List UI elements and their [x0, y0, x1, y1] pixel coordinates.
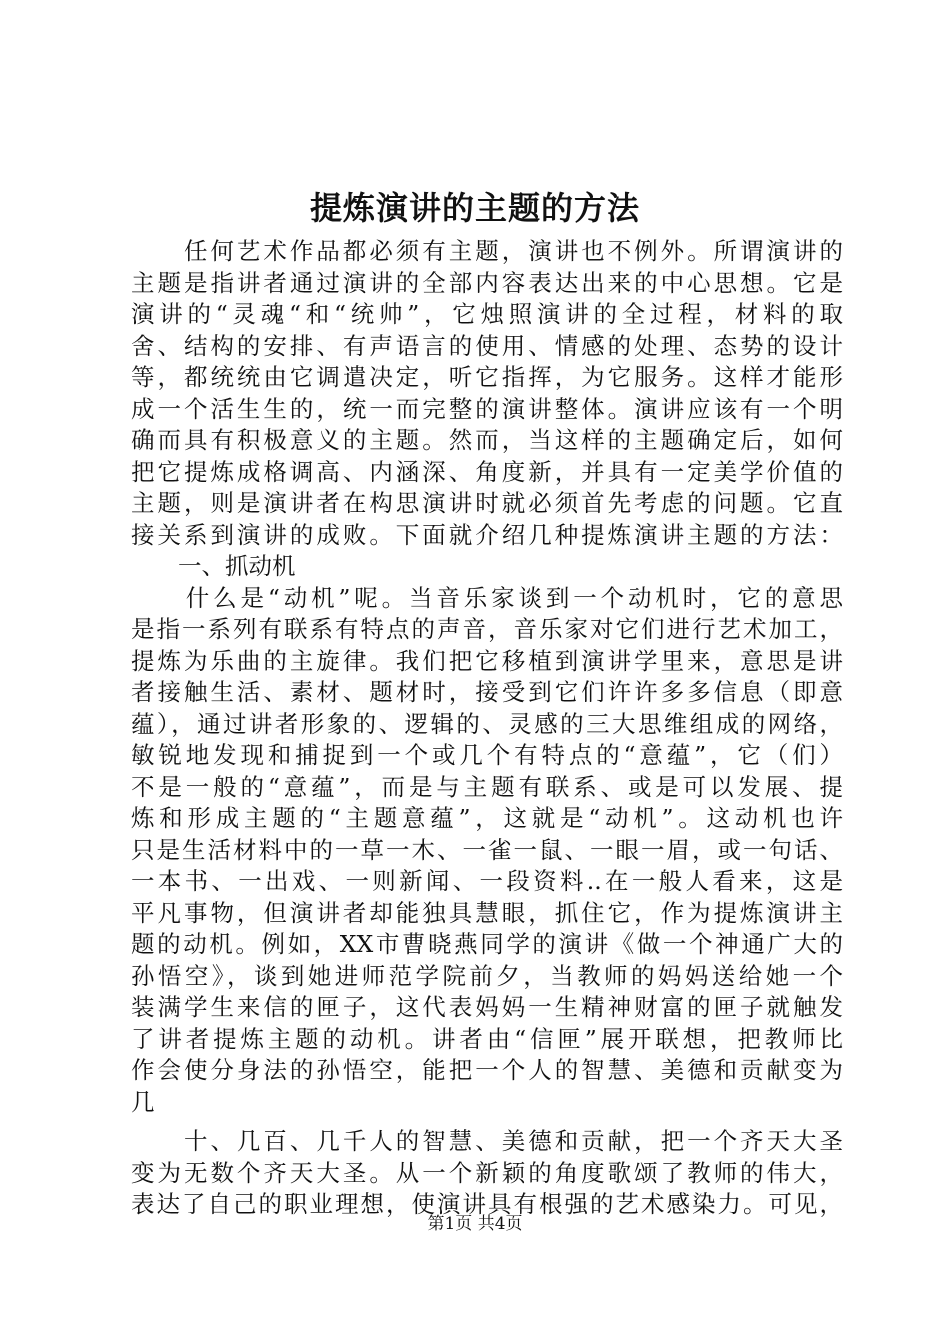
text-line: 装满学生来信的匣子，这代表妈妈一生精神财富的匣子就触发 [131, 993, 843, 1021]
section-heading: 一、抓动机 [131, 552, 296, 580]
text-line: 提炼为乐曲的主旋律。我们把它移植到演讲学里来，意思是讲 [131, 646, 843, 675]
text-line: 题的动机。例如，XX市曹晓燕同学的演讲《做一个神通广大的 [131, 930, 843, 958]
text-line: 主题，则是演讲者在构思演讲时就必须首先考虑的问题。它直 [131, 489, 843, 517]
text-line: 主题是指讲者通过演讲的全部内容表达出来的中心思想。它是 [131, 268, 843, 297]
text-line: 作会使分身法的孙悟空，能把一个人的智慧、美德和贡献变为 [131, 1056, 843, 1084]
text-line: 敏锐地发现和捕捉到一个或几个有特点的“意蕴”，它（们） [131, 741, 843, 769]
text-line: 什么是“动机”呢。当音乐家谈到一个动机时，它的意思 [131, 583, 843, 612]
text-line: 变为无数个齐天大圣。从一个新颖的角度歌颂了教师的伟大， [131, 1158, 843, 1187]
text-line: 等，都统统由它调遣决定，听它指挥，为它服务。这样才能形 [131, 363, 843, 391]
text-line: 接关系到演讲的成败。下面就介绍几种提炼演讲主题的方法： [131, 520, 843, 549]
text-line: 演讲的“灵魂“和“统帅”，它烛照演讲的全过程，材料的取 [131, 300, 843, 328]
text-line: 舍、结构的安排、有声语言的使用、情感的处理、态势的设计 [131, 331, 843, 360]
text-line: 者接触生活、素材、题材时，接受到它们许许多多信息（即意 [131, 678, 843, 706]
text-line: 确而具有积极意义的主题。然而，当这样的主题确定后，如何 [131, 426, 843, 454]
text-line: 平凡事物，但演讲者却能独具慧眼，抓住它，作为提炼演讲主 [131, 898, 843, 927]
text-line: 十、几百、几千人的智慧、美德和贡献，把一个齐天大圣 [131, 1127, 843, 1155]
text-line: 是指一系列有联系有特点的声音，音乐家对它们进行艺术加工， [131, 615, 843, 643]
text-line: 孙悟空》，谈到她进师范学院前夕，当教师的妈妈送给她一个 [131, 961, 843, 990]
text-line: 表达了自己的职业理想，使演讲具有根强的艺术感染力。可见， [131, 1190, 843, 1218]
text-line: 任何艺术作品都必须有主题，演讲也不例外。所谓演讲的 [131, 237, 843, 265]
document-body [131, 236, 843, 1221]
text-line: 不是一般的“意蕴”，而是与主题有联系、或是可以发展、提 [131, 772, 843, 801]
paragraph-gap [131, 1118, 843, 1126]
text-line: 成一个活生生的，统一而完整的演讲整体。演讲应该有一个明 [131, 394, 843, 423]
text-line: 炼和形成主题的“主题意蕴”，这就是“动机”。这动机也许 [131, 804, 843, 832]
text-line: 几 [131, 1087, 155, 1116]
text-line: 只是生活材料中的一草一木、一雀一鼠、一眼一眉，或一句话、 [131, 835, 843, 864]
document-title: 提炼演讲的主题的方法 [309, 189, 640, 227]
text-line: 把它提炼成格调高、内涵深、角度新，并具有一定美学价值的 [131, 457, 843, 486]
text-line: 一本书、一出戏、一则新闻、一段资料..在一般人看来，这是 [131, 867, 843, 895]
text-line: 蕴），通过讲者形象的、逻辑的、灵感的三大思维组成的网络， [131, 709, 843, 738]
page-footer: 第1页 共4页 [427, 1214, 523, 1234]
text-line: 了讲者提炼主题的动机。讲者由“信匣”展开联想，把教师比 [131, 1024, 843, 1053]
